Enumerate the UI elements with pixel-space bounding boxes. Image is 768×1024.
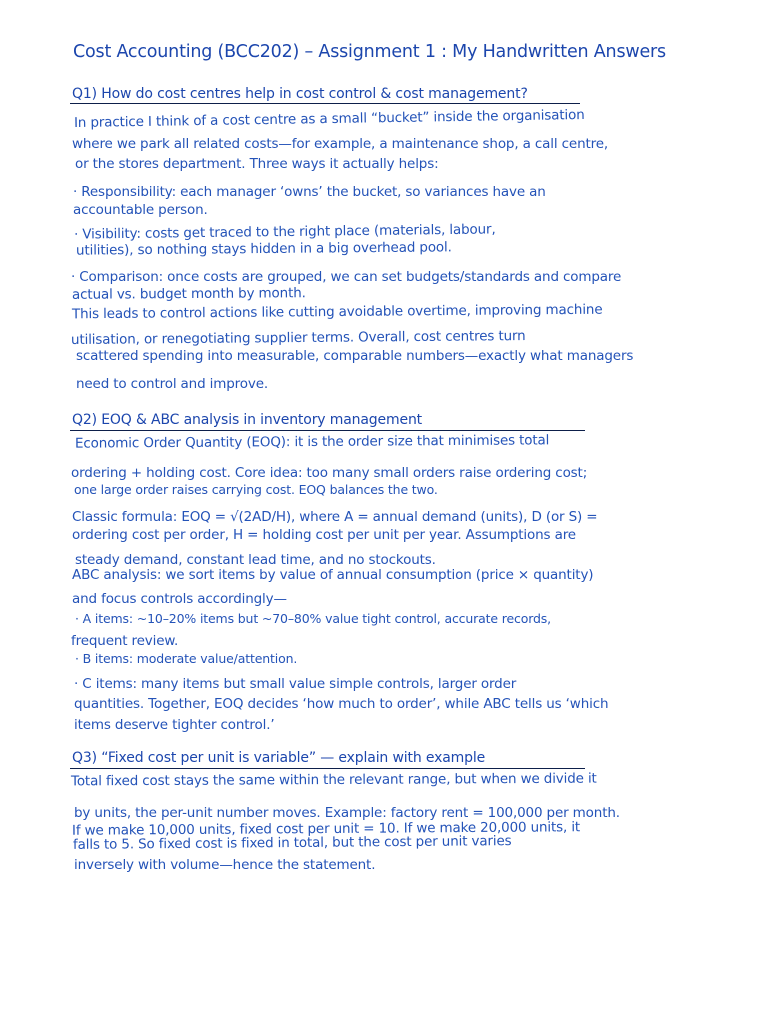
q1-line: · Responsibility: each manager ‘owns’ the bucket, so variances have an (73, 184, 546, 200)
q1-line: · Visibility: costs get traced to the right place (materials, labour, (73, 221, 496, 243)
q1-line: utilisation, or renegotiating supplier terms. Overall, cost centres turn (70, 328, 526, 348)
question-2-heading: Q2) EOQ & ABC analysis in inventory management (72, 412, 423, 428)
q2-line: · C items: many items but small value simple controls, larger order (74, 676, 517, 692)
q1-line: utilities), so nothing stays hidden in a big overhead pool. (75, 239, 452, 259)
q2-line: quantities. Together, EOQ decides ‘how much to order’, while ABC tells us ‘which (74, 696, 609, 712)
q3-line: falls to 5. So fixed cost is fixed in total, but the cost per unit varies (72, 833, 512, 853)
q1-line: scattered spending into measurable, comparable numbers—exactly what managers (76, 348, 634, 364)
q3-line: If we make 10,000 units, fixed cost per unit = 10. If we make 20,000 units, it (71, 819, 581, 839)
q2-line: Economic Order Quantity (EOQ): it is the order size that minimises total (74, 432, 550, 452)
q1-line: accountable person. (73, 202, 208, 218)
q2-line: steady demand, constant lead time, and no stockouts. (75, 552, 436, 568)
q2-line: one large order raises carrying cost. EOQ balances the two. (74, 482, 438, 497)
q2-line: · B items: moderate value/attention. (75, 651, 298, 666)
question-1-underline (70, 103, 580, 104)
q2-line: ABC analysis: we sort items by value of annual consumption (price × quantity) (72, 567, 594, 583)
q3-line: Total fixed cost stays the same within the relevant range, but when we divide it (70, 770, 597, 790)
q1-line: actual vs. budget month by month. (71, 285, 306, 303)
q2-line: ordering + holding cost. Core idea: too many small orders raise ordering cost; (71, 465, 588, 481)
question-1-heading: Q1) How do cost centres help in cost control & cost management? (72, 86, 528, 102)
q3-line: inversely with volume—hence the statement. (74, 857, 376, 873)
q1-line: or the stores department. Three ways it actually helps: (75, 156, 439, 172)
q2-line: Classic formula: EOQ = √(2AD/H), where A = annual demand (units), D (or S) = (72, 509, 598, 525)
q2-line: · A items: ~10–20% items but ~70–80% value tight control, accurate records, (75, 611, 551, 626)
q1-line: In practice I think of a cost centre as a small “bucket” inside the organisation (73, 106, 585, 132)
q2-line: frequent review. (71, 633, 179, 649)
q1-line: need to control and improve. (76, 376, 269, 392)
page-title: Cost Accounting (BCC202) – Assignment 1 : My Handwritten Answers (73, 42, 666, 62)
q2-line: ordering cost per order, H = holding cost per unit per year. Assumptions are (72, 527, 576, 543)
question-3-heading: Q3) “Fixed cost per unit is variable” — explain with example (72, 750, 486, 766)
q1-line: · Comparison: once costs are grouped, we can set budgets/standards and compare (71, 269, 622, 285)
q2-line: and focus controls accordingly— (72, 591, 287, 607)
q1-line: where we park all related costs—for example, a maintenance shop, a call centre, (72, 136, 609, 152)
q1-line: This leads to control actions like cutting avoidable overtime, improving machine (71, 301, 603, 323)
q3-line: by units, the per-unit number moves. Example: factory rent = 100,000 per month. (74, 805, 620, 821)
q2-line: items deserve tighter control.’ (74, 717, 275, 733)
